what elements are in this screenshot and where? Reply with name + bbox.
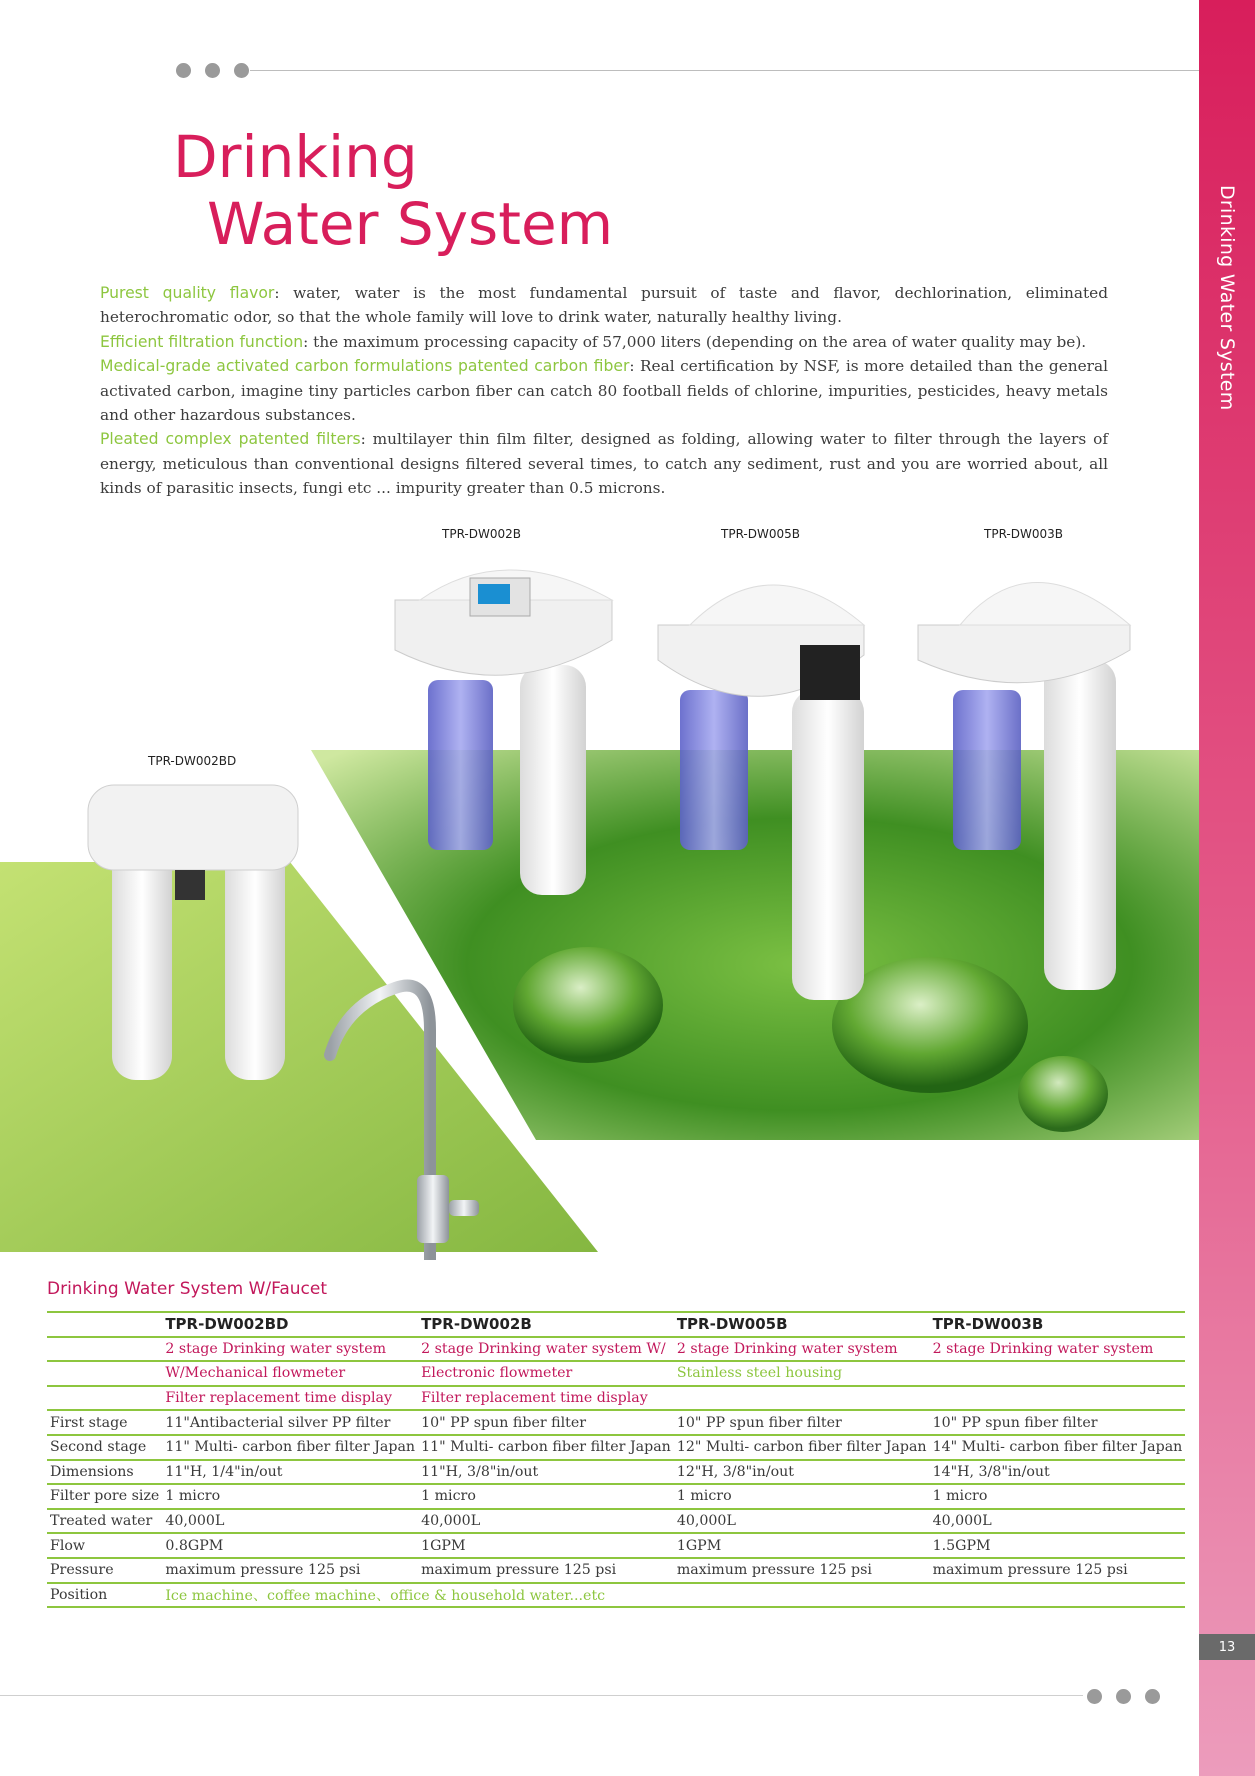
table-row: Dimensions 11"H, 1/4"in/out 11"H, 3/8"in/out 12"H, 3/8"in/out 14"H, 3/8"in/out — [47, 1460, 1185, 1485]
label-dw002b: TPR-DW002B — [442, 527, 521, 541]
page-title-line1: Drinking — [173, 123, 418, 191]
table-title: Drinking Water System W/Faucet — [47, 1279, 327, 1299]
intro-paragraph: Efficient filtration function: the maximum processing capacity of 57,000 liters (depending on the area of water quality may be). — [100, 332, 1087, 351]
intro-text — [100, 281, 1108, 501]
page-title-line2: Water System — [207, 190, 614, 258]
intro-paragraph: Pleated complex patented filters: multilayer thin film filter, designed as folding, allowing water to filter through the layers of energy, meticulous than conventional designs filtered several times, to catch any sediment, rust and you are worried about, all kinds of parasitic insects, fungi etc ... impurity greater than 0.5 microns. — [100, 430, 1108, 498]
dot-icon — [1145, 1689, 1160, 1704]
bottom-dots — [1087, 1689, 1160, 1704]
table-row: Flow 0.8GPM 1GPM 1GPM 1.5GPM — [47, 1533, 1185, 1558]
bottom-rule — [0, 1695, 1083, 1696]
dot-icon — [1116, 1689, 1131, 1704]
label-dw005b: TPR-DW005B — [721, 527, 800, 541]
table-row: W/Mechanical flowmeter Electronic flowmeter Stainless steel housing — [47, 1361, 1185, 1386]
intro-paragraph: Medical-grade activated carbon formulations patented carbon fiber: Real certification by NSF, is more detailed than the general activated carbon, imagine tiny particles carbon fiber can catch 80 football fields of chlorine, impurities, pesticides, heavy metals and other hazardous substances. — [100, 357, 1108, 425]
table-row: Position Ice machine、coffee machine、office & household water...etc — [47, 1583, 1185, 1608]
sidebar-title: Drinking Water System — [1216, 185, 1238, 411]
model-header: TPR-DW002B — [418, 1312, 674, 1337]
table-row: 2 stage Drinking water system 2 stage Drinking water system W/ 2 stage Drinking water system 2 stage Drinking water system — [47, 1337, 1185, 1362]
model-header: TPR-DW002BD — [162, 1312, 418, 1337]
spec-table — [47, 1311, 1185, 1608]
label-dw003b: TPR-DW003B — [984, 527, 1063, 541]
table-row: Filter replacement time display Filter replacement time display — [47, 1386, 1185, 1411]
table-row: Pressure maximum pressure 125 psi maximum pressure 125 psi maximum pressure 125 psi maximum pressure 125 psi — [47, 1558, 1185, 1583]
model-header: TPR-DW003B — [930, 1312, 1186, 1337]
page-number: 13 — [1199, 1634, 1255, 1660]
table-row: First stage 11"Antibacterial silver PP filter 10" PP spun fiber filter 10" PP spun fiber filter 10" PP spun fiber filter — [47, 1410, 1185, 1435]
table-row: Treated water 40,000L 40,000L 40,000L 40,000L — [47, 1509, 1185, 1534]
table-row — [47, 1312, 1185, 1337]
model-header: TPR-DW005B — [674, 1312, 930, 1337]
table-row: Filter pore size 1 micro 1 micro 1 micro 1 micro — [47, 1484, 1185, 1509]
table-row: Second stage 11" Multi- carbon fiber filter Japan 11" Multi- carbon fiber filter Japan 12" Multi- carbon fiber filter Japan 14" Multi- carbon fiber filter Japan — [47, 1435, 1185, 1460]
dot-icon — [1087, 1689, 1102, 1704]
label-dw002bd: TPR-DW002BD — [148, 754, 237, 768]
intro-paragraph: Purest quality flavor: water, water is the most fundamental pursuit of taste and flavor, dechlorination, eliminated heterochromatic odor, so that the whole family will love to drink water, naturally healthy living. — [100, 284, 1109, 327]
